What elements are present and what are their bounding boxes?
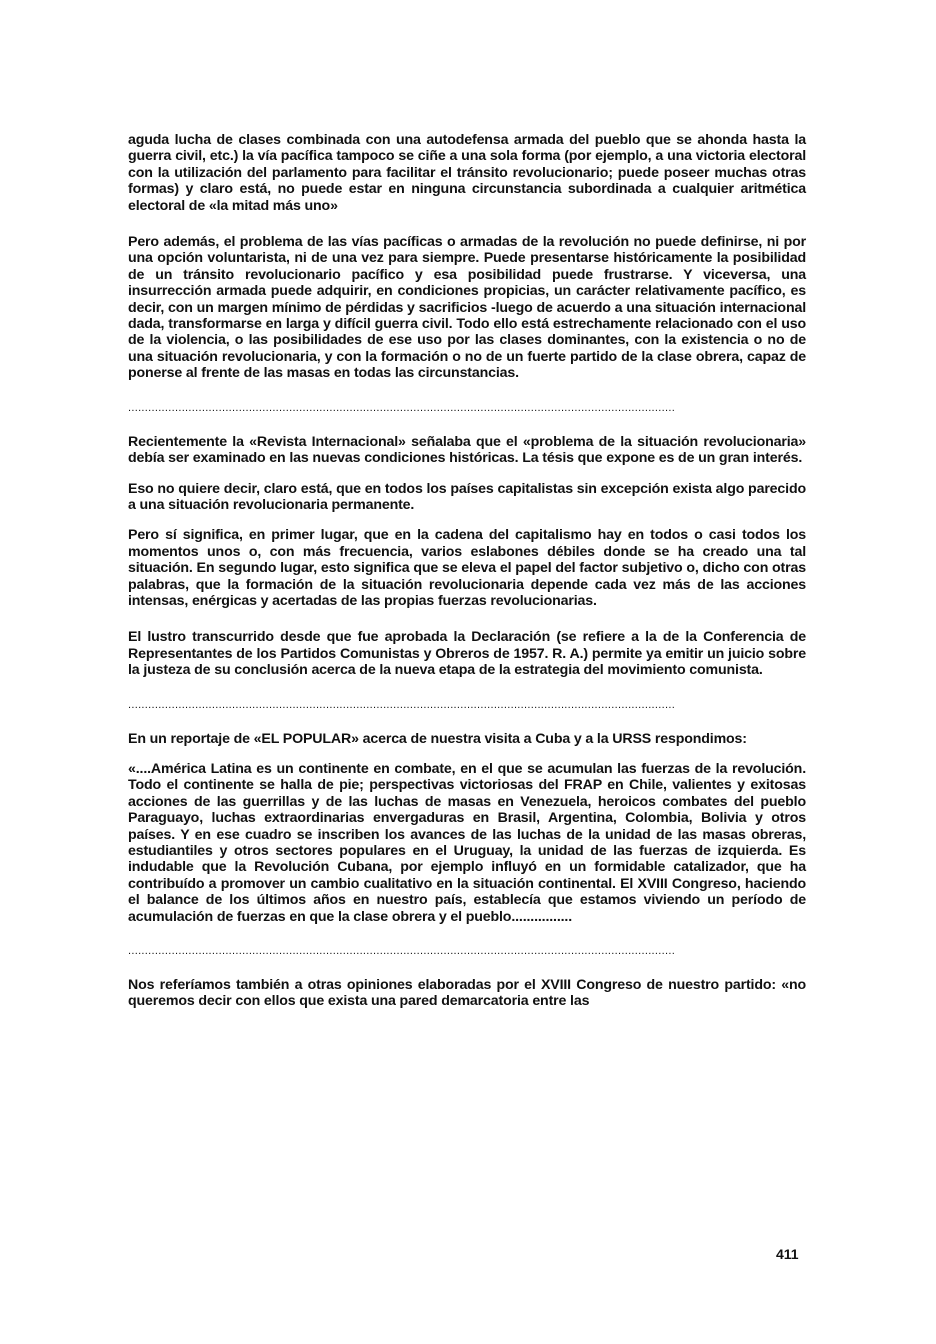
dotted-separator: ................................................................................................................................................................... xyxy=(128,945,676,958)
document-body xyxy=(128,132,806,1010)
paragraph-pero-si-significa: Pero sí significa, en primer lugar, que en la cadena del capitalismo hay en todos o casi todos los momentos unos o, con más frecuencia, varios eslabones débiles donde se ha creado una tal situación. En segundo lugar, esto significa que se eleva el papel del factor subjetivo o, dicho con otras palabras, que la formación de la situación revolucionaria depende cada vez más de las acciones intensas, enérgicas y acertadas de las propias fuerzas revolucionarias. xyxy=(128,527,806,609)
page-number: 411 xyxy=(776,1246,799,1262)
paragraph-vias-pacificas: Pero además, el problema de las vías pacíficas o armadas de la revolución no puede definirse, ni por una opción voluntarista, ni de una vez para siempre. Puede presentarse históricamente la posibilidad de un tránsito revolucionario pacífico y esa posibilidad puede frustrarse. Y viceversa, una insurrección armada puede adquirir, en condiciones propicias, un carácter relativamente pacífico, es decir, con un margen mínimo de pérdidas y sacrificios -luego de acuerdo a una situación internacional dada, transformarse en larga y difícil guerra civil. Todo ello está estrechamente relacionado con el uso de la violencia, o las posibilidades de ese uso por las clases dominantes, con la existencia o no de una situación revolucionaria, y con la formación o no de un fuerte partido de la clase obrera, capaz de ponerse al frente de las masas en todas las circunstancias. xyxy=(128,234,806,382)
paragraph-reportaje: En un reportaje de «EL POPULAR» acerca de nuestra visita a Cuba y a la URSS respondimos: xyxy=(128,730,747,747)
paragraph-aguda-lucha: aguda lucha de clases combinada con una autodefensa armada del pueblo que se ahonda hasta la guerra civil, etc.) la vía pacífica tampoco se ciñe a una sola forma (por ejemplo, a una victoria electoral con la utilización del parlamento para facilitar el tránsito revolucionario; puede poseer muchas otras formas) y claro está, no puede estar en ninguna circunstancia subordinada a cualquier aritmética electoral de «la mitad más uno» xyxy=(128,132,806,214)
paragraph-eso-no-quiere-decir: Eso no quiere decir, claro está, que en todos los países capitalistas sin excepción exista algo parecido a una situación revolucionaria permanente. xyxy=(128,480,806,513)
paragraph-revista-internacional: Recientemente la «Revista Internacional» señalaba que el «problema de la situación revolucionaria» debía ser examinado en las nuevas condiciones históricas. La tésis que expone es de un gran interés. xyxy=(128,433,806,467)
dotted-separator: ................................................................................................................................................................... xyxy=(128,401,676,414)
dotted-separator: ................................................................................................................................................................... xyxy=(128,698,676,711)
paragraph-america-latina-quote: «....América Latina es un continente en combate, en el que se acumulan las fuerzas de la revolución. Todo el continente se halla de pie; perspectivas victoriosas del FRAP en Chile, valientes y exitosas acciones de las guerrillas y de las luchas de masas en Venezuela, heroicos combates del pueblo Paraguayo, luchas extraordinarias envergaduras en Brasil, Argentina, Colombia, Bolivia y otros países. Y en ese cuadro se inscriben los avances de las luchas de la unidad de las masas obreras, estudiantiles y otros sectores populares en el Uruguay, la unidad de las fuerzas de izquierda. Es indudable que la Revolución Cubana, por ejemplo influyó en un formidable catalizador, que ha contribuído a promover un cambio cualitativo en la situación continental. El XVIII Congreso, haciendo el balance de los últimos años en nuestro país, establecía que estamos viviendo un período de acumulación de fuerzas en que la clase obrera y el pueblo................ xyxy=(128,760,806,925)
paragraph-el-lustro: El lustro transcurrido desde que fue aprobada la Declaración (se refiere a la de la Conferencia de Representantes de los Partidos Comunistas y Obreros de 1957. R. A.) permite ya emitir un juicio sobre la justeza de su conclusión acerca de la nueva etapa de la estrategia del movimiento comunista. xyxy=(128,629,806,679)
paragraph-nos-referiamos: Nos referíamos también a otras opiniones elaboradas por el XVIII Congreso de nuestro partido: «no queremos decir con ellos que exista una pared demarcatoria entre las xyxy=(128,977,806,1010)
